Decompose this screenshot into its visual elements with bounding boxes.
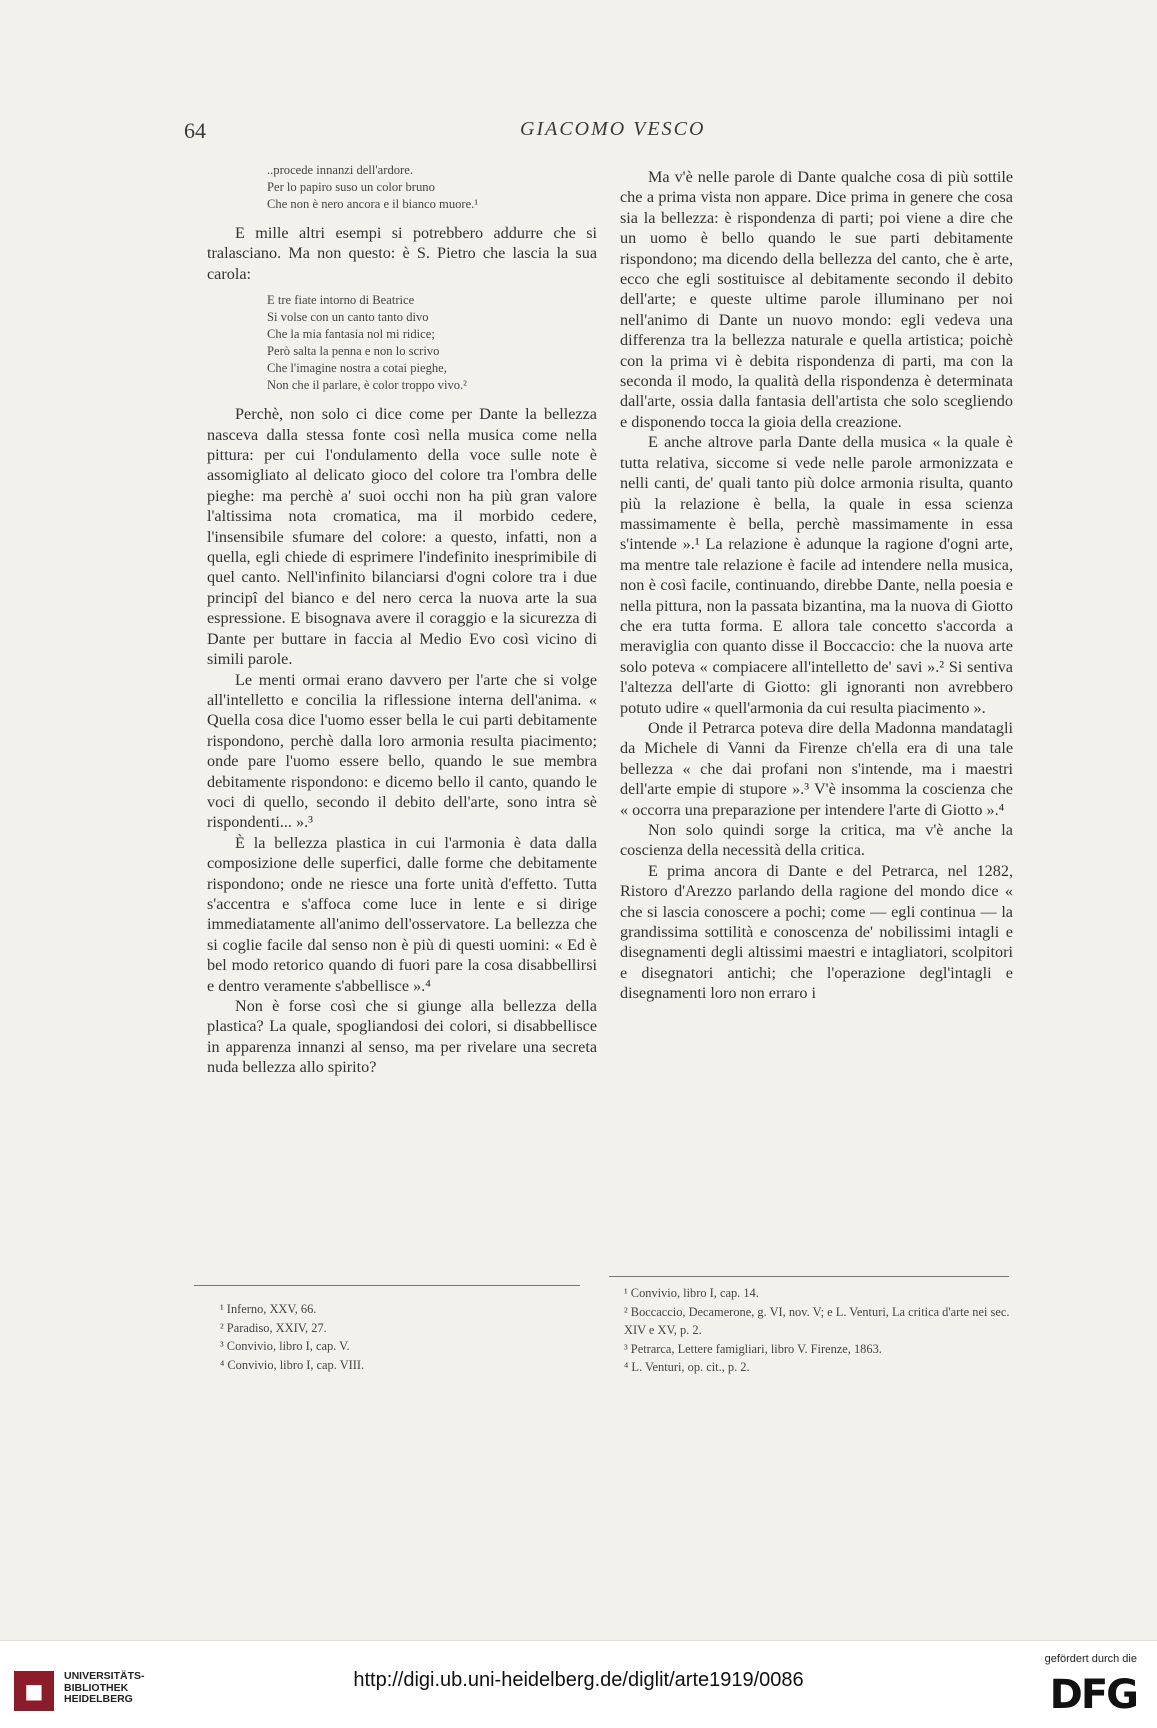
paragraph: E anche altrove parla Dante della musica « la quale è tutta relativa, siccome si vede nelle parole armonizzata e nelli canti, de' quali tanto più dolce armonia risulta, quanto più la relazione è bella, la quale in essa scienza massimamente è bella, perchè massimamente in essa s'intende ».¹ La relazione è adunque la ragione d'ogni arte, ma mentre tale relazione è facile ad intendere nella musica, non è così facile, continuando, direbbe Dante, nella poesia e nella pittura, non la passata bizantina, ma la nuova di Giotto che era tutta forma. E allora tale concetto s'accorda a meraviglia con quanto disse il Boccaccio: che la nuova arte solo poteva « compiacere all'intelletto de' savi ».² Si sentiva l'altezza dell'arte di Giotto: gli ignoranti non avrebbero potuto udire « quell'armonia da cui resulta piacimento ».	[620, 433, 1013, 717]
verse-line: Che l'imagine nostra a cotai pieghe,	[267, 361, 447, 376]
verse-quote-2	[267, 292, 597, 394]
running-head: GIACOMO VESCO	[520, 118, 706, 140]
funded-by-label: gefördert durch die	[1044, 1653, 1137, 1665]
verse-line: Si volse con un canto tanto divo	[267, 310, 429, 325]
footnote: ¹ Inferno, XXV, 66.	[220, 1302, 317, 1316]
permalink-url[interactable]: http://digi.ub.uni-heidelberg.de/diglit/arte1919/0086	[353, 1669, 804, 1691]
paragraph: Onde il Petrarca poteva dire della Madonna mandatagli da Michele di Vanni da Firenze ch'ella era di una tale bellezza « che dai profani non s'intende, ma i maestri dell'arte empie di stupore ».³ V'è insomma la coscienza che « occorra una preparazione per intendere l'arte di Giotto ».⁴	[620, 718, 1013, 819]
paragraph: È la bellezza plastica in cui l'armonia è data dalla composizione delle superfici, dalle forme che debitamente rispondono; onde ne riesce una forte unità d'effetto. Tutta s'accentra e s'affoca come luce in lente e si dirige immediatamente all'animo dell'osservatore. La bellezza che si coglie facile dal senso non è più di questi uomini: « Ed è bel modo retorico quando di fuori pare la cosa disabbellirsi e dentro veramente s'abbellisce ».⁴	[207, 833, 597, 995]
verse-line: Che non è nero ancora e il bianco muore.¹	[267, 197, 479, 211]
verse-line: Per lo papiro suso un color bruno	[267, 180, 435, 194]
dfg-logo[interactable]: DFG	[1049, 1672, 1137, 1718]
verse-line: E tre fiate intorno di Beatrice	[267, 293, 415, 308]
paragraph: Le menti ormai erano davvero per l'arte che si volge all'intelletto e concilia la riflessione interna dell'anima. « Quella cosa dice l'uomo esser bella le cui parti debitamente rispondono, perchè dalla loro armonia resulta piacimento; onde pare l'uomo essere bello, quando le sue membra debitamente rispondono: e dicemo bello il canto, quando le voci di quello, secondo il debito dell'arte, sono intra sè rispondenti... ».³	[207, 670, 597, 832]
footnote: ⁴ Convivio, libro I, cap. VIII.	[220, 1357, 365, 1372]
library-name-line: UNIVERSITÄTS-	[64, 1670, 145, 1682]
footnote: ³ Convivio, libro I, cap. V.	[220, 1339, 350, 1353]
page-number: 64	[184, 118, 206, 143]
paragraph: Perchè, non solo ci dice come per Dante la bellezza nasceva dalla stessa fonte così nella musica come nella pittura: per cui l'ondulamento della voce sulle note è assomigliato al delicato gioco del colore tra l'ombra delle pieghe: ma perchè a' suoi occhi non ha più gran valore l'altissima nota cromatica, ma il morbido cedere, l'insensibile sfumare del colore: a questo, infatti, non a quella, egli chiede di esprimere l'indefinito inesprimibile di quel canto. Nell'infinito bilanciarsi d'ogni colore tra i due principî del bianco e del nero cerca la nuova arte la sua espressione. E bisognava avere il coraggio e la sicurezza di Dante per buttare in faccia al Medio Evo così vicino di simili parole.	[207, 405, 597, 669]
footnote: ⁴ L. Venturi, op. cit., p. 2.	[624, 1360, 750, 1374]
footnote: ² Boccaccio, Decamerone, g. VI, nov. V; e L. Venturi, La critica d'arte nei sec. XIV e XV, p. 2.	[624, 1304, 1010, 1337]
paragraph: E prima ancora di Dante e del Petrarca, nel 1282, Ristoro d'Arezzo parlando della ragione del mondo dice « che si lascia conoscere a pochi; come — egli continua — la grandissima sottilità e conoscenza de' nobilissimi intagli e disegnamenti degli altissimi maestri e intagliatori, scolpitori e disegnatori antichi; che l'operazione degl'intagli e disegnamenti loro non erraro i	[620, 861, 1013, 1003]
footnote: ² Paradiso, XXIV, 27.	[220, 1320, 327, 1335]
verse-quote-1	[267, 162, 597, 213]
verse-line: Però salta la penna e non lo scrivo	[267, 344, 440, 359]
footnotes-right	[624, 1284, 1014, 1377]
right-column	[620, 167, 1013, 1004]
paragraph: Non è forse così che si giunge alla bellezza della plastica? La quale, spogliandosi dei colori, si disabbellisce in apparenza innanzi al senso, ma per rivelare una secreta nuda bellezza allo spirito?	[207, 997, 597, 1077]
library-name-line: HEIDELBERG	[64, 1693, 133, 1705]
library-name-line: BIBLIOTHEK	[64, 1681, 129, 1694]
verse-line: Non che il parlare, è color troppo vivo.²	[267, 378, 467, 393]
left-column	[207, 162, 597, 1078]
footnote: ¹ Convivio, libro I, cap. 14.	[624, 1286, 759, 1300]
footnotes-left	[220, 1300, 580, 1374]
university-library-logo-icon[interactable]: ■	[14, 1671, 54, 1711]
paragraph: E mille altri esempi si potrebbero addurre che si tralasciano. Ma non questo: è S. Pietro che lascia la sua carola:	[207, 224, 597, 283]
paragraph: Non solo quindi sorge la critica, ma v'è anche la coscienza della necessità della critica.	[620, 821, 1013, 860]
verse-line: Che la mia fantasia nol mi ridice;	[267, 327, 435, 342]
viewer-footer	[0, 1640, 1157, 1728]
verse-line: ..procede innanzi dell'ardore.	[267, 163, 413, 177]
footnote: ³ Petrarca, Lettere famigliari, libro V. Firenze, 1863.	[624, 1341, 882, 1356]
paragraph: Ma v'è nelle parole di Dante qualche cosa di più sottile che a prima vista non appare. Dice prima in genere che cosa sia la bellezza: è rispondenza di parti; poi viene a dire che un uomo è bello quando le sue parti debitamente rispondono; ma dicendo della bellezza del canto, che è arte, ecco che egli sostituisce al debitamente secondo il debito dell'arte; e queste ultime parole illuminano per noi nell'animo di Dante un nuovo mondo: egli vedeva una differenza tra la bellezza naturale e quella artistica; poichè con la prima vi è debita rispondenza di parti, ma con la seconda il modo, la qualità della rispondenza è determinata dall'arte, ossia dalla fantasia dell'artista che solo scegliendo e disponendo tocca la gioia della creazione.	[620, 168, 1013, 431]
footnote-divider	[609, 1276, 1009, 1277]
footnote-divider	[194, 1285, 580, 1286]
